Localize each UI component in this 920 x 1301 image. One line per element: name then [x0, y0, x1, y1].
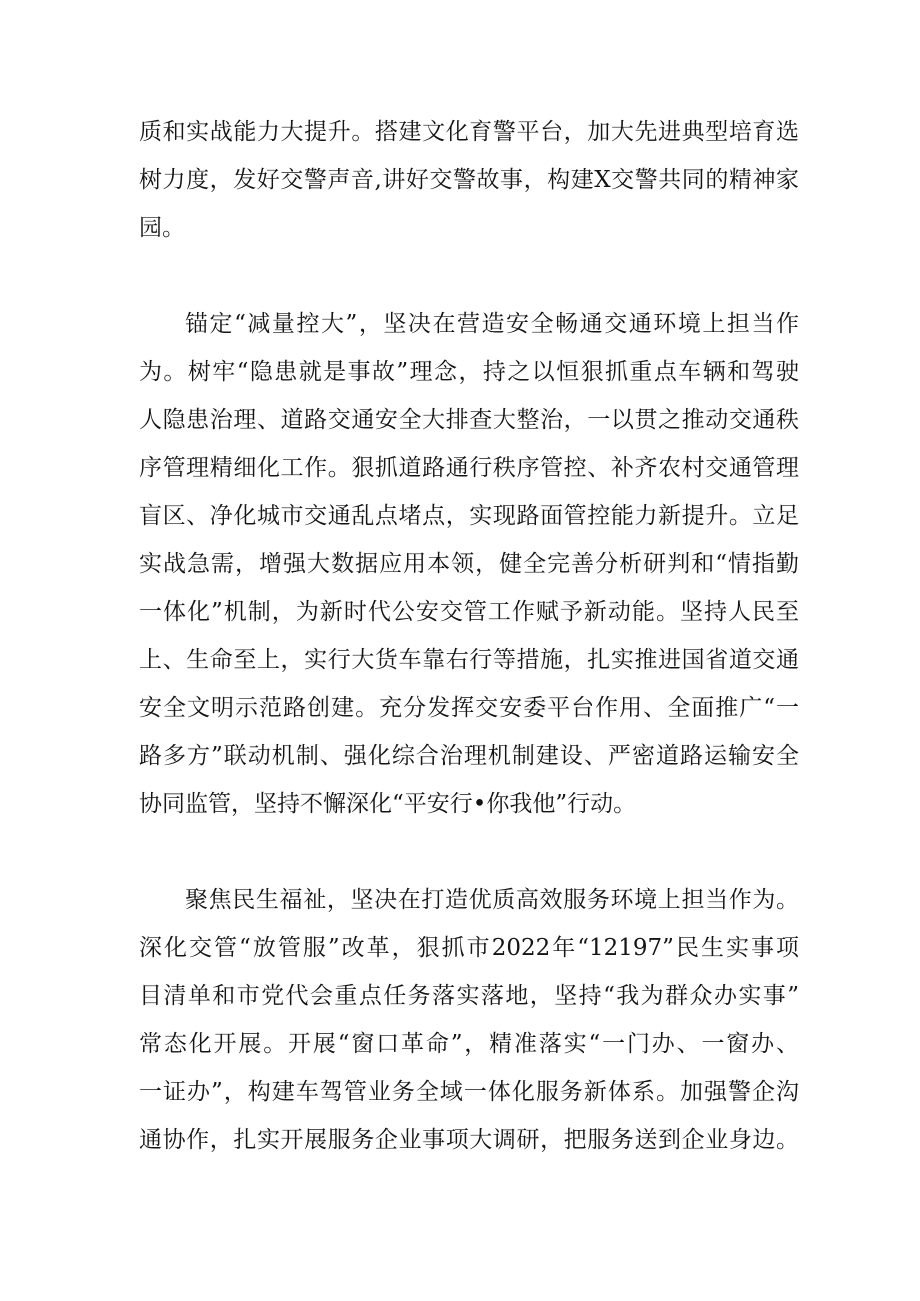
text-line: 协同监管，坚持不懈深化“平安行•你我他”行动。: [139, 791, 637, 817]
text-line: 上、生命至上，实行大货车靠右行等措施，扎实推进国省道交通: [139, 647, 799, 673]
text-line: 聚焦民生福祉，坚决在打造优质高效服务环境上担当作为。: [185, 887, 799, 913]
text-line: 安全文明示范路创建。充分发挥交安委平台作用、全面推广“一: [139, 695, 799, 721]
text-line: 路多方”联动机制、强化综合治理机制建设、严密道路运输安全: [139, 743, 799, 769]
text-line: 园。: [139, 215, 185, 241]
text-line: 实战急需，增强大数据应用本领，健全完善分析研判和“情指勤: [139, 551, 799, 577]
text-line: 质和实战能力大提升。搭建文化育警平台，加大先进典型培育选: [139, 119, 799, 145]
text-line: 人隐患治理、道路交通安全大排查大整治，一以贯之推动交通秩: [139, 407, 799, 433]
text-line: 目清单和市党代会重点任务落实落地，坚持“我为群众办实事”: [139, 983, 799, 1009]
text-line: 一体化”机制，为新时代公安交管工作赋予新动能。坚持人民至: [139, 599, 799, 625]
text-line: 为。树牢“隐患就是事故”理念，持之以恒狠抓重点车辆和驾驶: [139, 359, 799, 385]
text-line: 通协作，扎实开展服务企业事项大调研，把服务送到企业身边。: [139, 1127, 799, 1153]
text-line: 锚定“减量控大”，坚决在营造安全畅通交通环境上担当作: [185, 311, 799, 337]
text-line: 盲区、净化城市交通乱点堵点，实现路面管控能力新提升。立足: [139, 503, 799, 529]
text-line: 一证办”，构建车驾管业务全域一体化服务新体系。加强警企沟: [139, 1079, 799, 1105]
text-line: 树力度，发好交警声音,讲好交警故事，构建X交警共同的精神家: [139, 167, 799, 193]
text-line: 序管理精细化工作。狠抓道路通行秩序管控、补齐农村交通管理: [139, 455, 799, 481]
text-line: 常态化开展。开展“窗口革命”，精准落实“一门办、一窗办、: [139, 1031, 799, 1057]
text-line: 深化交管“放管服”改革，狠抓市2022年“12197”民生实事项: [139, 935, 799, 961]
